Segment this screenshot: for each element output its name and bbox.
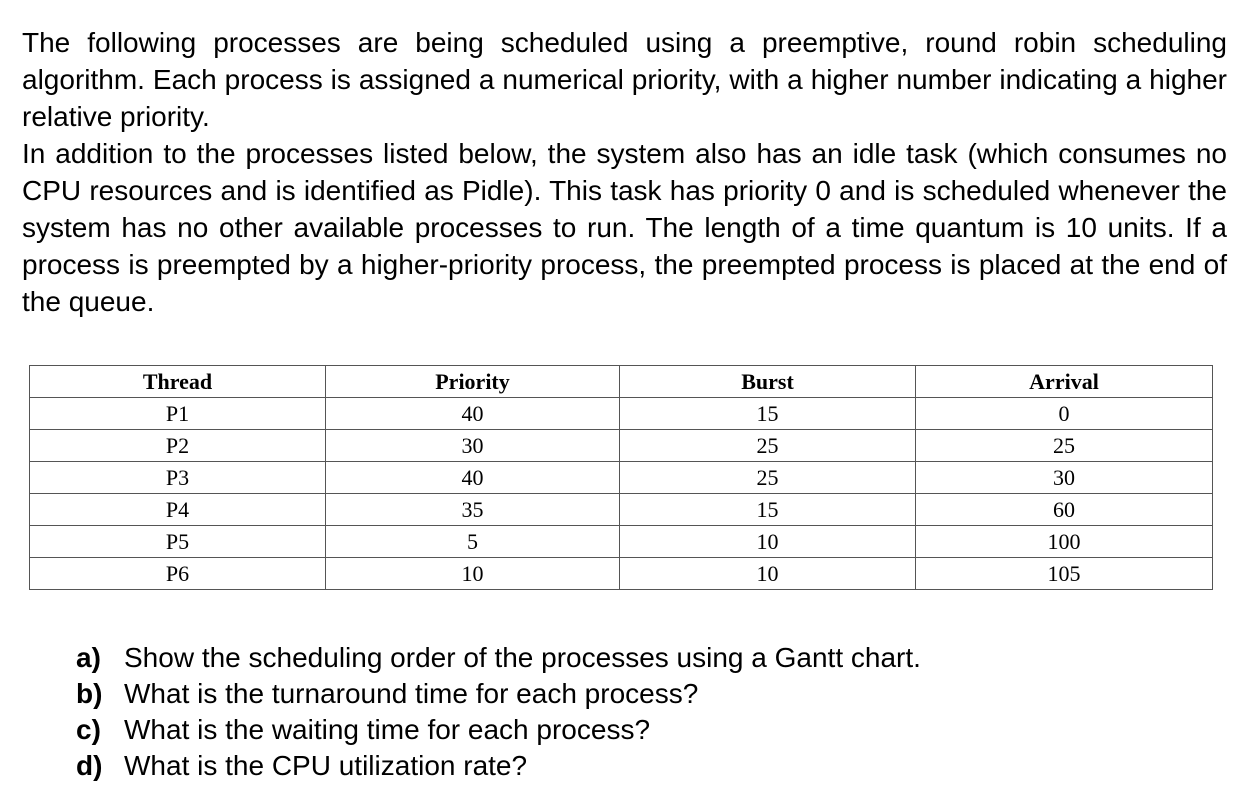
cell-burst: 25	[620, 430, 916, 462]
cell-arrival: 30	[916, 462, 1213, 494]
intro-paragraph-1: The following processes are being scheduled using a preemptive, round robin scheduling algorithm. Each process is assigned a numerical priority, with a higher number indicating a higher relative priority.	[22, 27, 1227, 132]
cell-burst: 10	[620, 526, 916, 558]
cell-arrival: 25	[916, 430, 1213, 462]
question-list	[76, 640, 921, 784]
cell-thread: P4	[30, 494, 326, 526]
question-a	[76, 640, 921, 676]
header-thread: Thread	[30, 366, 326, 398]
question-c	[76, 712, 921, 748]
question-text: Show the scheduling order of the processes using a Gantt chart.	[124, 642, 921, 673]
cell-priority: 5	[326, 526, 620, 558]
question-text: What is the waiting time for each process?	[124, 714, 651, 745]
cell-burst: 15	[620, 398, 916, 430]
intro-paragraph-2: In addition to the processes listed below, the system also has an idle task (which consumes no CPU resources and is identified as Pidle). This task has priority 0 and is scheduled whenever the system has no other available processes to run. The length of a time quantum is 10 units. If a process is preempted by a higher-priority process, the preempted process is placed at the end of the queue.	[22, 138, 1227, 317]
process-table-container	[29, 365, 1212, 590]
cell-thread: P1	[30, 398, 326, 430]
cell-priority: 40	[326, 398, 620, 430]
table-row	[30, 430, 1213, 462]
table-header-row	[30, 366, 1213, 398]
question-b	[76, 676, 921, 712]
header-burst: Burst	[620, 366, 916, 398]
cell-thread: P3	[30, 462, 326, 494]
cell-priority: 35	[326, 494, 620, 526]
cell-thread: P6	[30, 558, 326, 590]
cell-burst: 25	[620, 462, 916, 494]
table-row	[30, 526, 1213, 558]
cell-arrival: 60	[916, 494, 1213, 526]
question-label: c)	[76, 714, 101, 745]
cell-priority: 40	[326, 462, 620, 494]
question-text: What is the CPU utilization rate?	[124, 750, 528, 781]
cell-arrival: 100	[916, 526, 1213, 558]
table-row	[30, 398, 1213, 430]
table-row	[30, 494, 1213, 526]
header-priority: Priority	[326, 366, 620, 398]
question-label: d)	[76, 750, 103, 781]
question-label: a)	[76, 642, 101, 673]
cell-priority: 30	[326, 430, 620, 462]
question-text: What is the turnaround time for each process?	[124, 678, 699, 709]
question-label: b)	[76, 678, 103, 709]
table-row	[30, 462, 1213, 494]
cell-arrival: 105	[916, 558, 1213, 590]
question-d	[76, 748, 921, 784]
cell-priority: 10	[326, 558, 620, 590]
cell-arrival: 0	[916, 398, 1213, 430]
cell-thread: P5	[30, 526, 326, 558]
table-row	[30, 558, 1213, 590]
cell-thread: P2	[30, 430, 326, 462]
process-table	[29, 365, 1213, 590]
header-arrival: Arrival	[916, 366, 1213, 398]
cell-burst: 15	[620, 494, 916, 526]
problem-statement	[22, 24, 1227, 320]
cell-burst: 10	[620, 558, 916, 590]
